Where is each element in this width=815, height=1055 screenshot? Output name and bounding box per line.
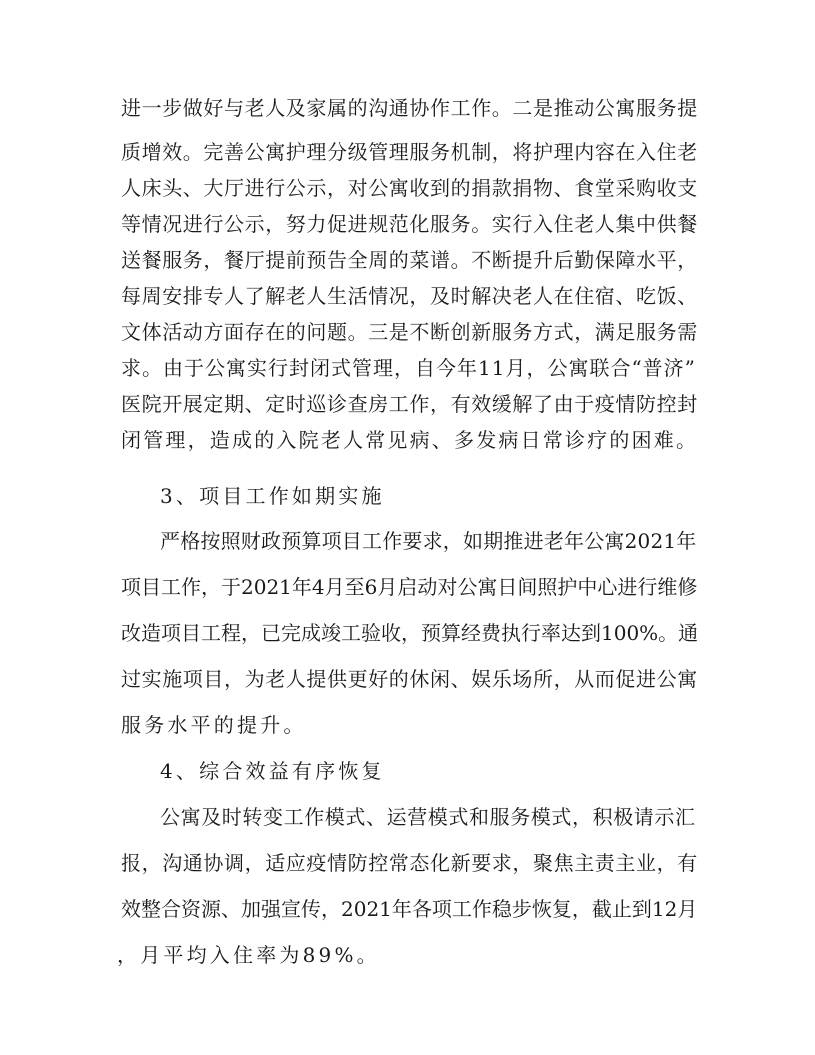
text-line: 医院开展定期、定时巡诊查房工作，有效缓解了由于疫情防控封: [121, 392, 698, 416]
text-line: 文体活动方面存在的问题。三是不断创新服务方式，满足服务需: [121, 320, 698, 344]
text-line: 人床头、大厅进行公示，对公寓收到的捐款捐物、食堂采购收支: [121, 176, 698, 200]
text-line: 送餐服务，餐厅提前预告全周的菜谱。不断提升后勤保障水平，: [121, 248, 698, 272]
text-line: 每周安排专人了解老人生活情况，及时解决老人在住宿、吃饭、: [121, 284, 698, 308]
text-line: 项目工作，于2021年4月至6月启动对公寓日间照护中心进行维修: [121, 575, 698, 599]
text-line: 改造项目工程，已完成竣工验收，预算经费执行率达到100%。通: [121, 621, 699, 645]
text-line: 报，沟通协调，适应疫情防控常态化新要求，聚焦主责主业，有: [121, 851, 698, 875]
text-line: ，月平均入住率为89%。: [117, 943, 380, 967]
text-line: 等情况进行公示，努力促进规范化服务。实行入住老人集中供餐: [121, 212, 698, 236]
text-line: 进一步做好与老人及家属的沟通协作工作。二是推动公寓服务提: [121, 96, 698, 120]
text-line: 效整合资源、加强宣传，2021年各项工作稳步恢复，截止到12月: [121, 897, 698, 921]
text-line: 求。由于公寓实行封闭式管理，自今年11月，公寓联合“普济”: [121, 356, 696, 380]
text-line: 严格按照财政预算项目工作要求，如期推进老年公寓2021年: [160, 529, 697, 553]
text-line: 公寓及时转变工作模式、运营模式和服务模式，积极请示汇: [160, 805, 696, 829]
text-line: 质增效。完善公寓护理分级管理服务机制，将护理内容在入住老: [121, 140, 698, 164]
text-line: 服务水平的提升。: [121, 713, 307, 737]
text-line: 闭管理，造成的入院老人常见病、多发病日常诊疗的困难。: [121, 428, 699, 452]
section-heading: 3、项目工作如期实施: [160, 484, 385, 508]
section-heading: 4、综合效益有序恢复: [160, 759, 385, 783]
text-line: 过实施项目，为老人提供更好的休闲、娱乐场所，从而促进公寓: [121, 667, 698, 691]
